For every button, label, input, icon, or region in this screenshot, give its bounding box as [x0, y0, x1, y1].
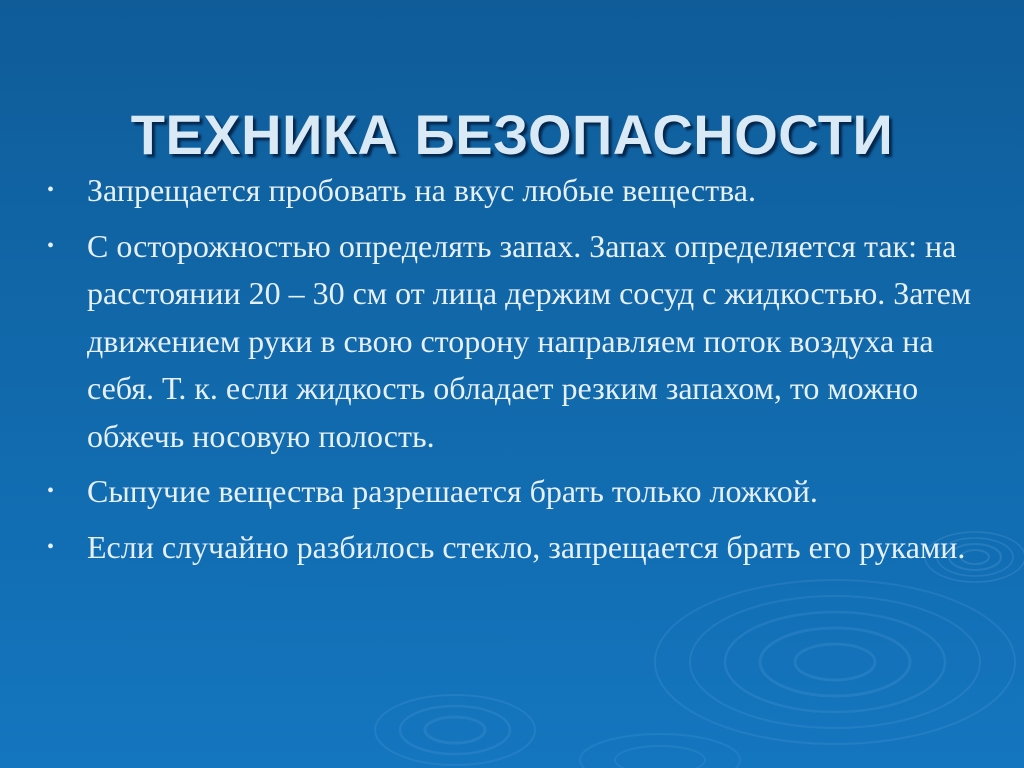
list-item: [45, 223, 990, 461]
bullet-icon: •: [47, 179, 55, 201]
bullet-icon: •: [47, 480, 55, 502]
slide-title: ТЕХНИКА БЕЗОПАСНОСТИ: [130, 102, 894, 166]
bullet-icon: •: [47, 535, 55, 558]
bullet-text: Если случайно разбилось стекло, запрещается брать его руками.: [87, 528, 966, 565]
list-item: [45, 524, 990, 572]
bullet-list: [45, 167, 990, 579]
bullet-text: Сыпучие вещества разрешается брать только ложкой.: [87, 473, 818, 509]
bullet-text: Запрещается пробовать на вкус любые вещества.: [87, 172, 756, 208]
list-item: [45, 468, 990, 516]
list-item: [45, 167, 990, 215]
bullet-text: С осторожностью определять запах. Запах определяется так: на расстоянии 20 – 30 см от лица держим сосуд с жидкостью. Затем движением руки в свою сторону направляем поток воздуха на себя. Т. к. если жидкость обладает резким запахом, то можно обжечь носовую полость.: [87, 227, 972, 454]
bullet-icon: •: [47, 234, 55, 257]
